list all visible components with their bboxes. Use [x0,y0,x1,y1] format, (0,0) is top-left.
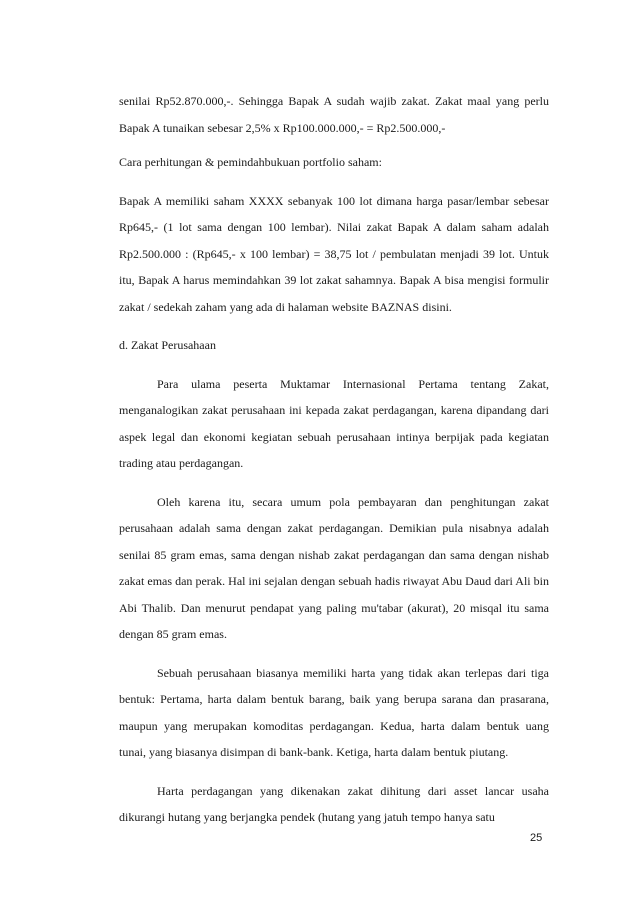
paragraph-trading-assets: Harta perdagangan yang dikenakan zakat dihitung dari asset lancar usaha dikurangi hutang yang berjangka pendek (hutang yang jatuh tempo hanya satu [119,783,549,824]
paragraph-zakat-maal-amount: senilai Rp52.870.000,-. Sehingga Bapak A sudah wajib zakat. Zakat maal yang perlu Bapak A tunaikan sebesar 2,5% x Rp100.000.000,- = Rp2.500.000,- [119,94,549,135]
page-body [119,88,549,843]
paragraph-stock-calculation: Bapak A memiliki saham XXXX sebanyak 100 lot dimana harga pasar/lembar sebesar Rp645,- (1 lot sama dengan 100 lembar). Nilai zakat Bapak A dalam saham adalah Rp2.500.000 : (Rp645,- x 100 lembar) = 38,75 lot / pembulatan menjadi 39 lot. Untuk itu, Bapak A harus memindahkan 39 lot zakat sahamnya. Bapak A bisa mengisi formulir zakat / sedekah zaham yang ada di halaman website BAZNAS disini. [119,193,549,314]
paragraph-nisab: Oleh karena itu, secara umum pola pembayaran dan penghitungan zakat perusahaan adalah sama dengan zakat perdagangan. Demikian pula nisabnya adalah senilai 85 gram emas, sama dengan nishab zakat perdagangan dan sama dengan nishab zakat emas dan perak. Hal ini sejalan dengan sebuah hadis riwayat Abu Daud dari Ali bin Abi Thalib. Dan menurut pendapat yang paling mu'tabar (akurat), 20 misqal itu sama dengan 85 gram emas. [119,494,549,641]
page-number: 25 [530,832,543,844]
paragraph-company-assets: Sebuah perusahaan biasanya memiliki harta yang tidak akan terlepas dari tiga bentuk: Pertama, harta dalam bentuk barang, baik yang berupa sarana dan prasarana, maupun yang merupakan komoditas perdagangan. Kedua, harta dalam bentuk uang tunai, yang biasanya disimpan di bank-bank. Ketiga, harta dalam bentuk piutang. [119,665,549,759]
section-heading-zakat-perusahaan: d. Zakat Perusahaan [119,338,216,352]
paragraph-muktamar: Para ulama peserta Muktamar Internasional Pertama tentang Zakat, menganalogikan zakat perusahaan ini kepada zakat perdagangan, karena dipandang dari aspek legal dan ekonomi kegiatan sebuah perusahaan intinya berpijak pada kegiatan trading atau perdagangan. [119,376,549,470]
paragraph-portfolio-heading: Cara perhitungan & pemindahbukuan portfolio saham: [119,155,382,169]
